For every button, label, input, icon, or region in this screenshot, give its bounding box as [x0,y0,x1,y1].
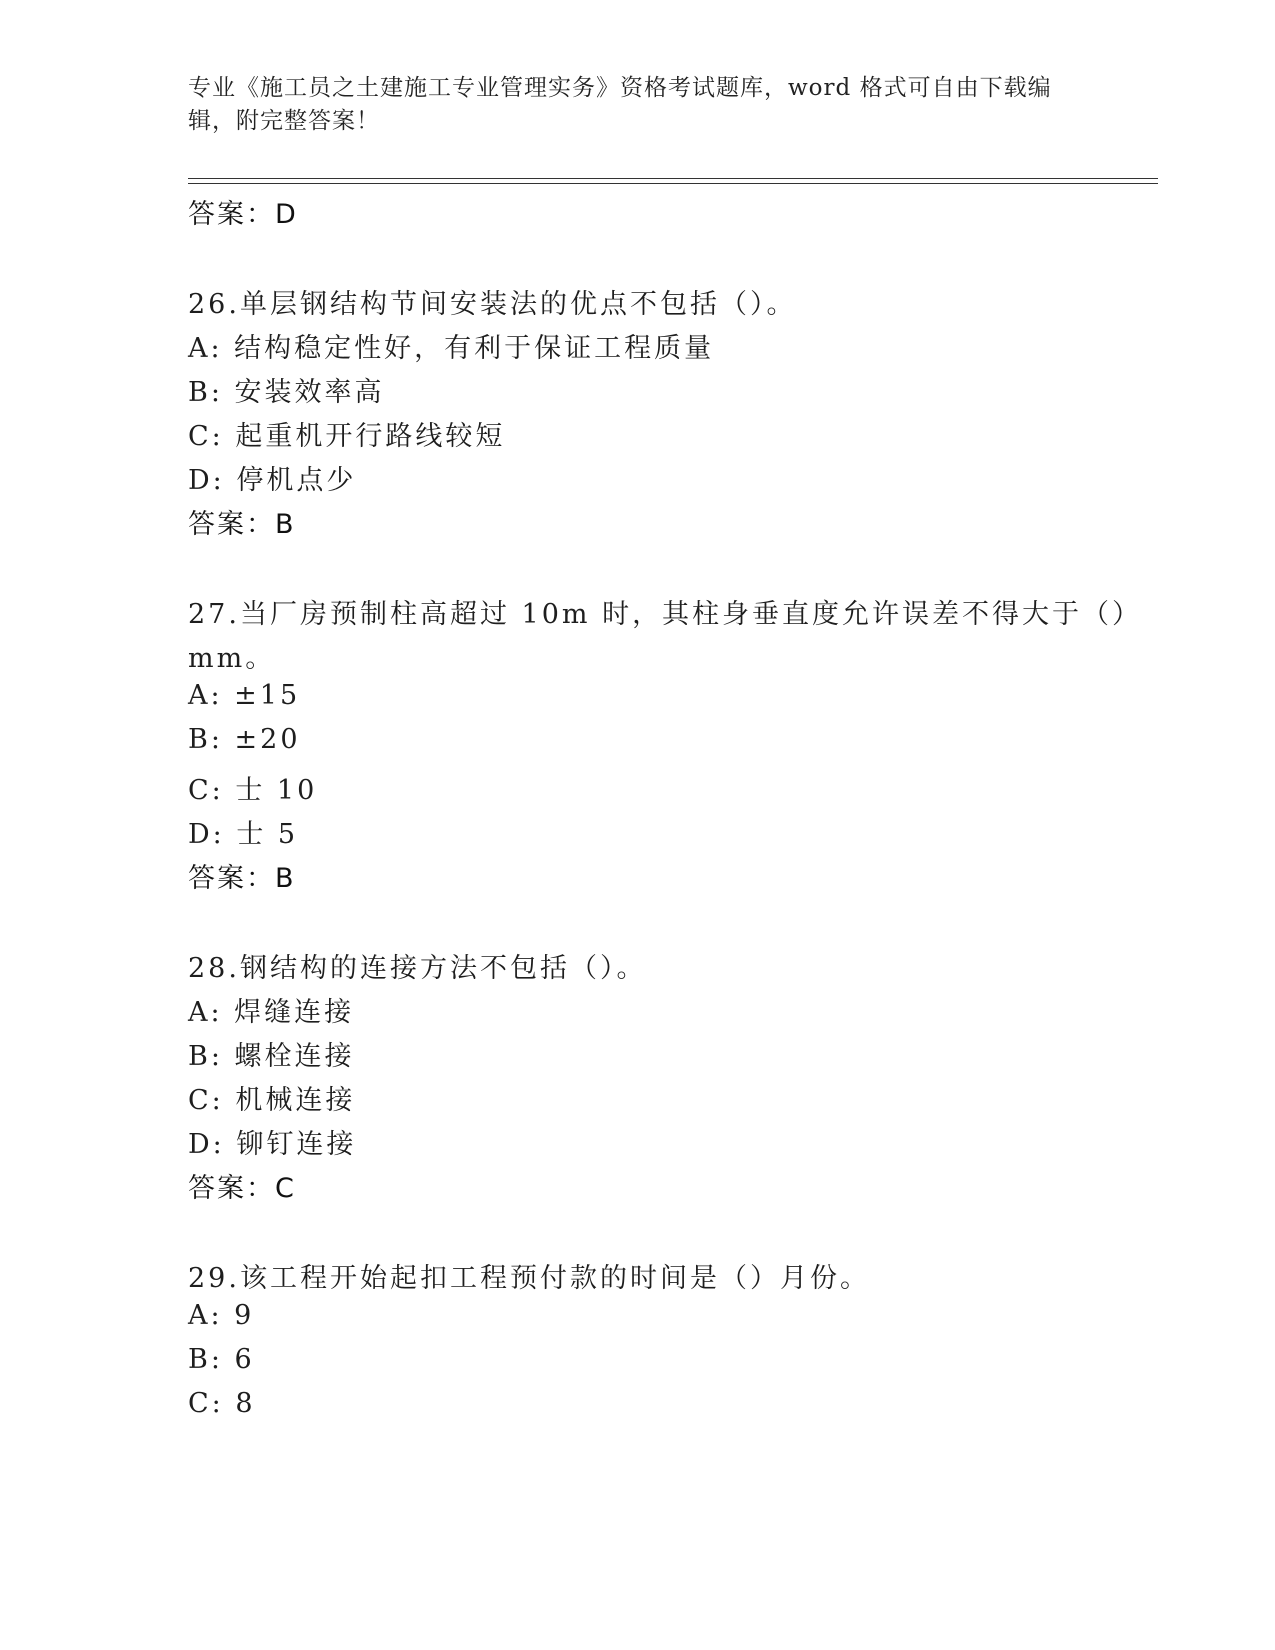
option-c: C: 士 10 [188,775,318,806]
option-a: A: 焊缝连接 [188,997,355,1028]
question-stem: 26.单层钢结构节间安装法的优点不包括（）。 [188,289,797,320]
answer-line: 答案：B [188,509,296,540]
question-stem: 27.当厂房预制柱高超过 10m 时，其柱身垂直度允许误差不得大于（） [188,599,1143,630]
option-c: C: 起重机开行路线较短 [188,421,506,452]
option-b: B: 安装效率高 [188,377,385,408]
header-divider-bottom [188,183,1158,184]
question-stem: 28.钢结构的连接方法不包括（）。 [188,953,647,984]
answer-line: 答案：C [188,1173,296,1204]
option-d: D: 停机点少 [188,465,357,496]
option-a: A: ±15 [188,680,301,711]
answer-line: 答案：B [188,863,296,894]
header-divider-top [188,178,1158,179]
option-a: A: 9 [188,1300,255,1331]
option-c: C: 8 [188,1388,256,1419]
question-stem: 29.该工程开始起扣工程预付款的时间是（）月份。 [188,1263,870,1294]
option-b: B: 6 [188,1344,255,1375]
option-b: B: 螺栓连接 [188,1041,355,1072]
option-d: D: 铆钉连接 [188,1129,357,1160]
answer-line: 答案：D [188,199,298,230]
option-c: C: 机械连接 [188,1085,356,1116]
question-stem-continued: mm。 [188,643,276,674]
document-header [188,72,1068,138]
header-line-2: 辑，附完整答案！ [188,108,380,134]
header-line-1: 专业《施工员之土建施工专业管理实务》资格考试题库，word 格式可自由下载编 [188,75,1052,101]
option-b: B: ±20 [188,724,301,755]
option-d: D: 士 5 [188,819,299,850]
option-a: A: 结构稳定性好，有利于保证工程质量 [188,333,715,364]
